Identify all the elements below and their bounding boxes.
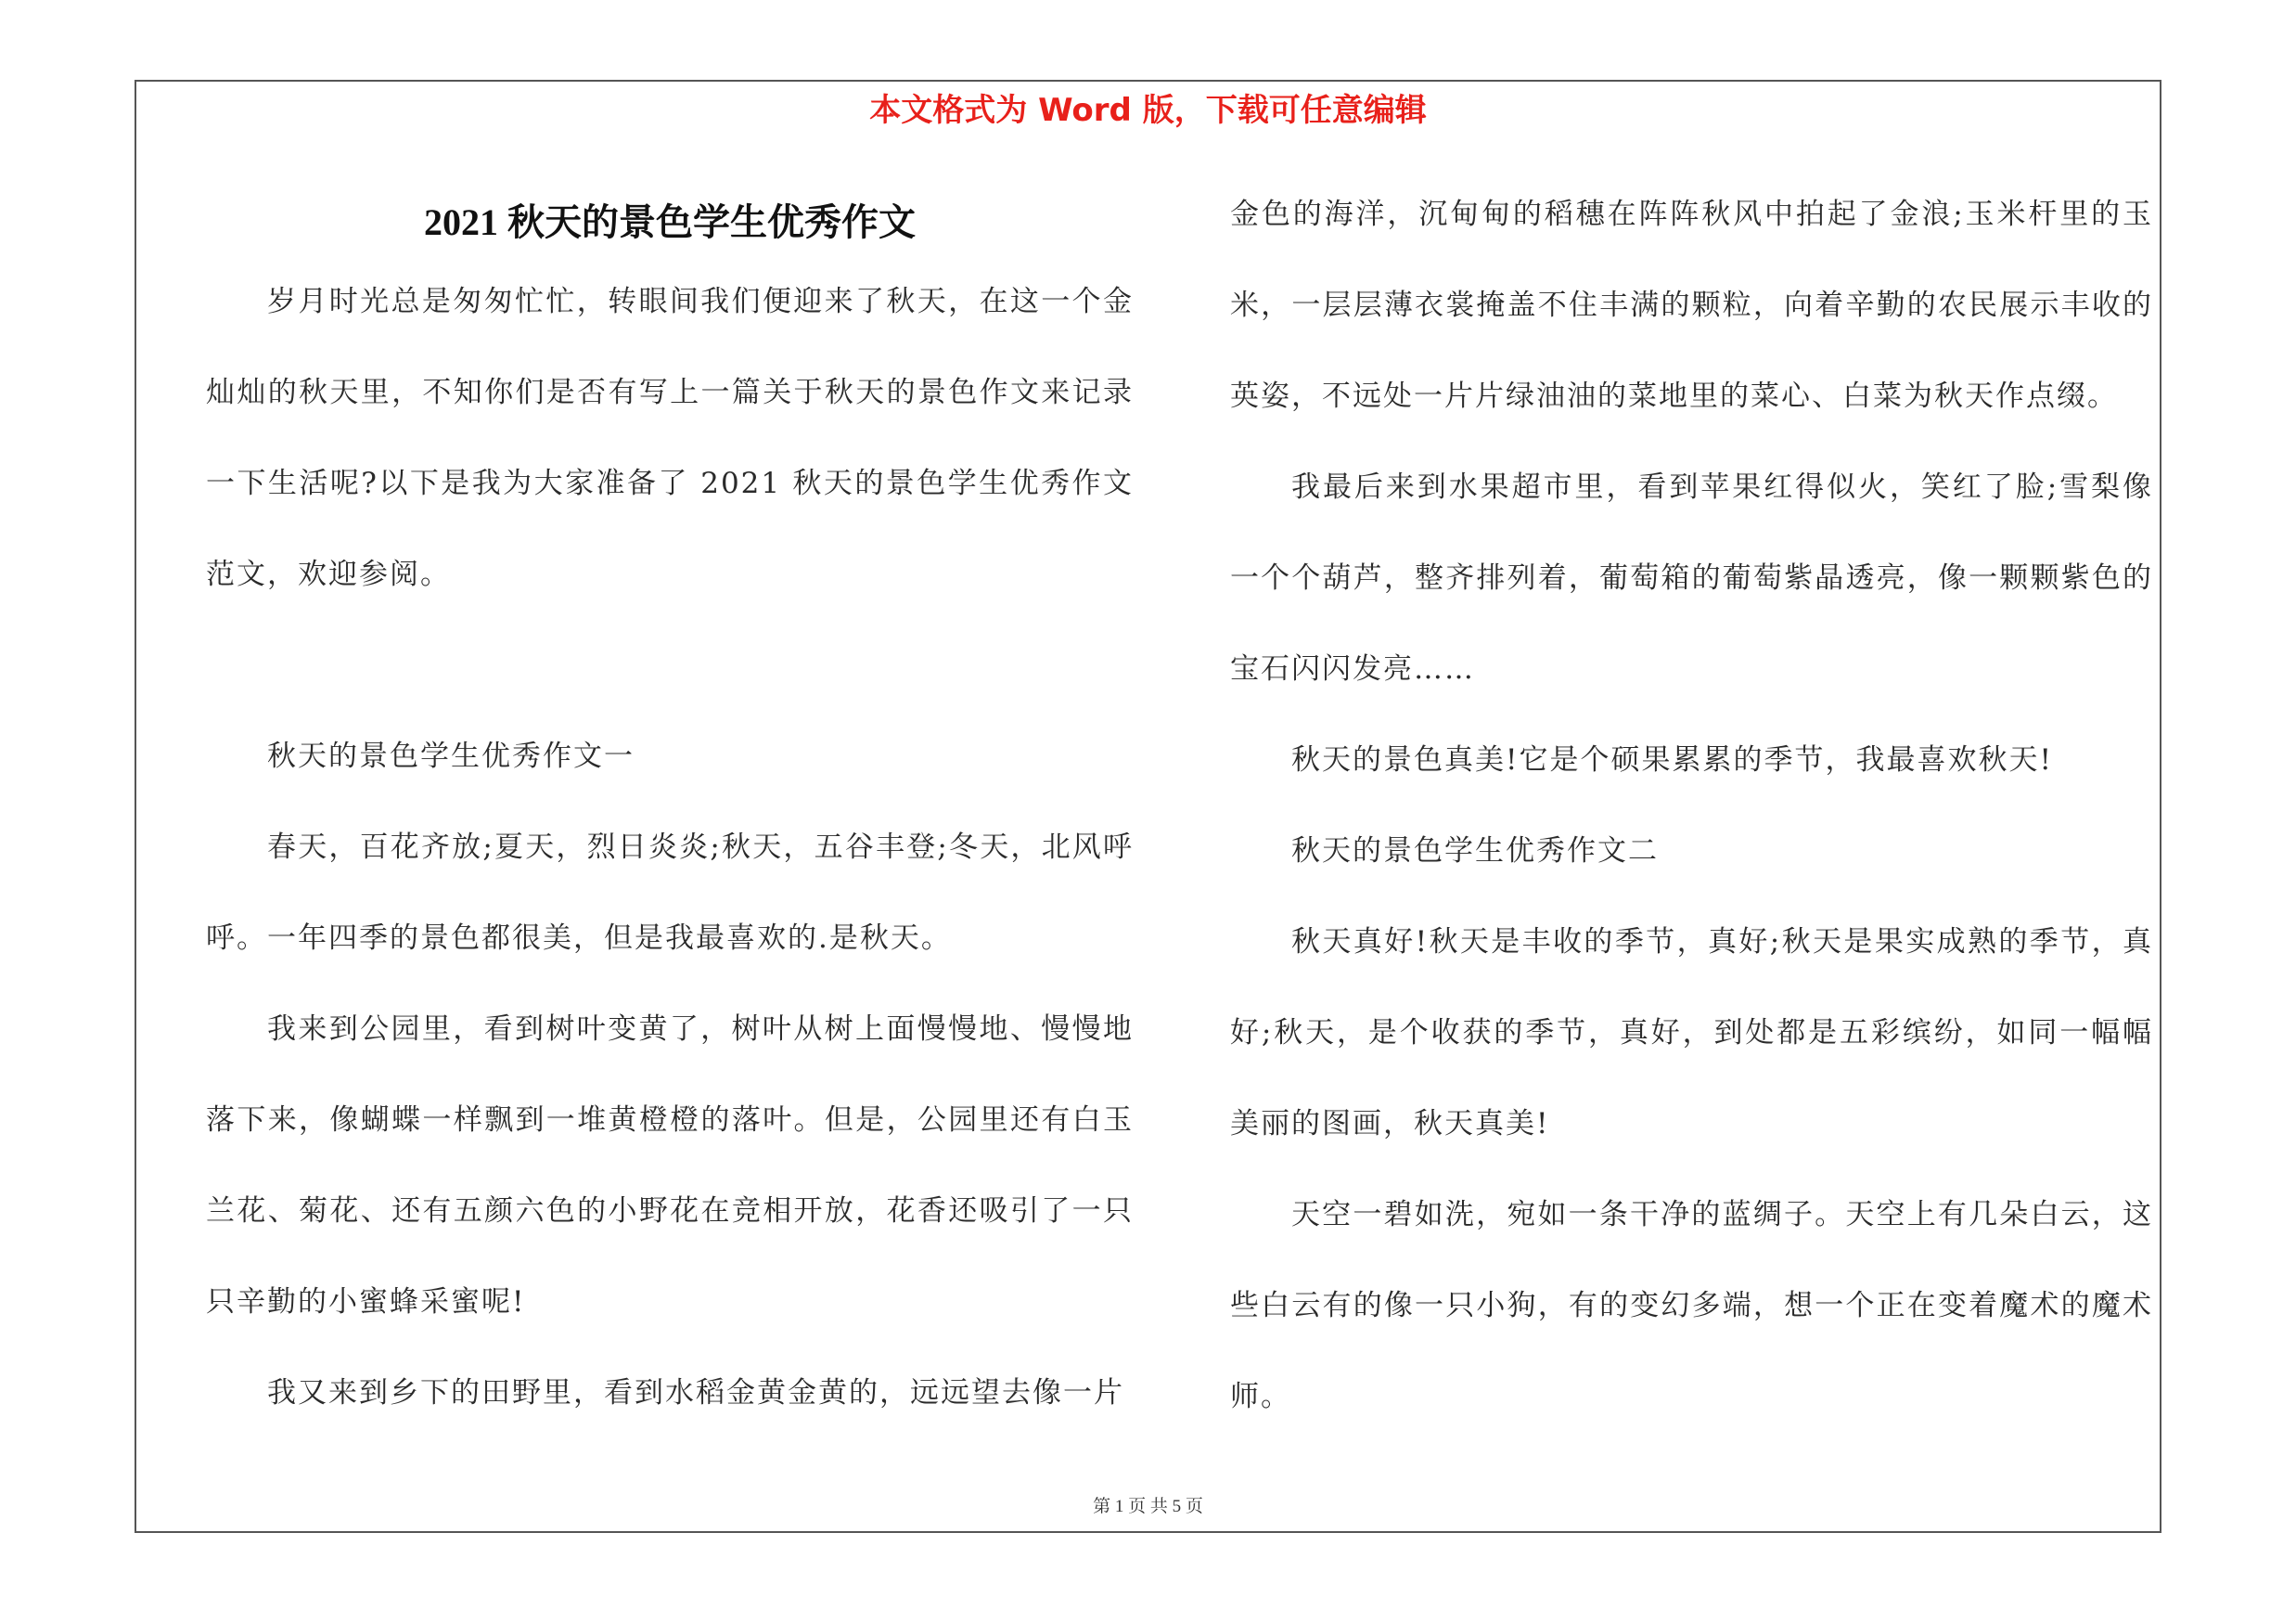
document-title: 2021 秋天的景色学生优秀作文 [424,201,916,243]
paragraph-conclusion: 秋天的景色真美!它是个硕果累累的季节，我最喜欢秋天! [1291,743,2053,777]
paragraph-fruit-market: 我最后来到水果超市里，看到苹果红得似火，笑红了脸;雪梨像一个个葫芦，整齐排列着，葡萄箱的葡萄紫晶透亮，像一颗颗紫色的宝石闪闪发亮…… [1230,470,2153,686]
paragraph-seasons: 春天，百花齐放;夏天，烈日炎炎;秋天，五谷丰登;冬天，北风呼呼。一年四季的景色都很美，但是我最喜欢的.是秋天。 [206,831,1134,955]
page-number-footer: 第 1 页 共 5 页 [1093,1497,1203,1516]
section-heading-two: 秋天的景色学生优秀作文二 [1291,834,1659,868]
intro-paragraph: 岁月时光总是匆匆忙忙，转眼间我们便迎来了秋天，在这一个金灿灿的秋天里，不知你们是否有写上一篇关于秋天的景色作文来记录一下生活呢?以下是我为大家准备了 2021 秋天的景色学生优秀作文范文，欢迎参阅。 [206,285,1134,591]
right-column [1230,169,2153,1449]
paragraph-sky: 天空一碧如洗，宛如一条干净的蓝绸子。天空上有几朵白云，这些白云有的像一只小狗，有的变幻多端，想一个正在变着魔术的魔术师。 [1230,1198,2153,1413]
word-format-banner: 本文格式为 Word 版，下载可任意编辑 [869,92,1427,129]
section-heading-one: 秋天的景色学生优秀作文一 [267,740,635,773]
left-column [206,169,1134,1449]
paragraph-fields-continued: 金色的海洋，沉甸甸的稻穗在阵阵秋风中拍起了金浪;玉米杆里的玉米，一层层薄衣裳掩盖不住丰满的颗粒，向着辛勤的农民展示丰收的英姿，不远处一片片绿油油的菜地里的菜心、白菜为秋天作点缀。 [1230,198,2153,413]
paragraph-fields: 我又来到乡下的田野里，看到水稻金黄金黄的，远远望去像一片 [267,1376,1124,1410]
paragraph-autumn-good: 秋天真好!秋天是丰收的季节，真好;秋天是果实成熟的季节，真好;秋天，是个收获的季节，真好，到处都是五彩缤纷，如同一幅幅美丽的图画，秋天真美! [1230,925,2153,1140]
paragraph-park: 我来到公园里，看到树叶变黄了，树叶从树上面慢慢地、慢慢地落下来，像蝴蝶一样飘到一堆黄橙橙的落叶。但是，公园里还有白玉兰花、菊花、还有五颜六色的小野花在竞相开放，花香还吸引了一只只辛勤的小蜜蜂采蜜呢! [206,1012,1134,1319]
